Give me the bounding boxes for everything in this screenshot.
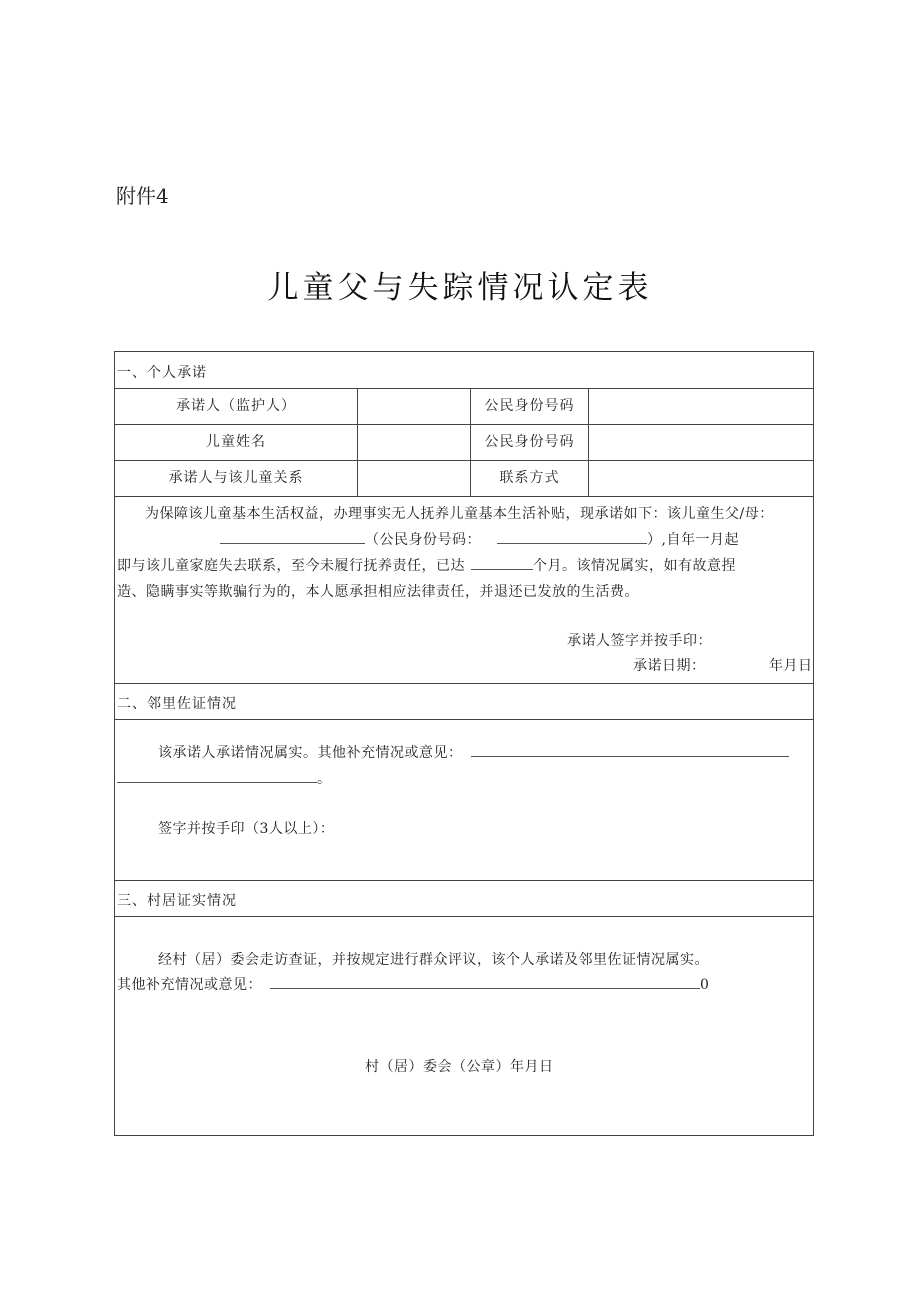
neighbor-text-end: 。 (317, 771, 332, 787)
pledge-line-3 (117, 555, 736, 575)
months-blank[interactable] (471, 557, 533, 570)
pledge-line-2-end: ）,自年一月起 (647, 532, 739, 548)
pledge-date-label: 承诺日期： (633, 658, 706, 674)
label-child-name: 儿童姓名 (206, 434, 266, 450)
village-opinion-label: 其他补充情况或意见： (117, 977, 262, 993)
divider (115, 719, 813, 720)
village-opinion-line (117, 974, 709, 994)
divider (115, 880, 813, 881)
neighbor-text (158, 742, 789, 762)
divider (115, 683, 813, 684)
label-child-id: 公民身份号码 (484, 434, 575, 450)
assessment-form (114, 351, 814, 1136)
village-opinion-blank[interactable] (270, 976, 700, 989)
section2-heading: 二、邻里佐证情况 (117, 696, 237, 712)
pledge-line-3b: 个月。该情况属实，如有故意捏 (533, 558, 736, 574)
section1-heading: 一、个人承诺 (117, 365, 207, 381)
pledge-line-1: 为保障该儿童基本生活权益，办理事实无人抚养儿童基本生活补贴，现承诺如下：该儿童生父/母： (145, 506, 774, 522)
pledge-id-label: （公民身份号码： (365, 532, 481, 548)
section3-heading: 三、村居证实情况 (117, 893, 237, 909)
pledge-date-value: 年月日 (769, 658, 813, 674)
child-name-field[interactable] (358, 425, 470, 460)
form-title: 儿童父与失踪情况认定表 (267, 270, 653, 306)
label-contact: 联系方式 (499, 470, 560, 486)
relationship-field[interactable] (358, 461, 470, 496)
neighbor-sign-label: 签字并按手印（3人以上）： (158, 821, 335, 837)
guardian-id-field[interactable] (589, 389, 813, 424)
neighbor-opinion-blank[interactable] (471, 744, 789, 757)
village-seal-line: 村（居）委会（公章）年月日 (365, 1059, 554, 1075)
attachment-label: 附件4 (116, 184, 169, 208)
village-verify-text: 经村（居）委会走访查证，并按规定进行群众评议，该个人承诺及邻里佐证情况属实。 (158, 952, 709, 968)
pledge-line-2 (220, 529, 739, 549)
neighbor-opinion-blank-2[interactable] (117, 770, 317, 783)
divider (115, 496, 813, 497)
pledger-sign-label: 承诺人签字并按手印： (567, 633, 712, 649)
label-guardian: 承诺人（监护人） (176, 398, 296, 414)
divider (115, 916, 813, 917)
label-guardian-id: 公民身份号码 (484, 398, 575, 414)
parent-name-blank[interactable] (220, 531, 365, 544)
pledge-line-3a: 即与该儿童家庭失去联系，至今未履行抚养责任，已达 (117, 558, 465, 574)
pledge-line-4: 造、隐瞒事实等欺骗行为的，本人愿承担相应法律责任，并退还已发放的生活费。 (117, 584, 639, 600)
neighbor-text-line-2 (117, 768, 332, 788)
village-opinion-end: 0 (700, 977, 710, 993)
neighbor-statement: 该承诺人承诺情况属实。其他补充情况或意见： (158, 745, 463, 761)
label-relationship: 承诺人与该儿童关系 (168, 470, 304, 486)
contact-field[interactable] (589, 461, 813, 496)
parent-id-blank[interactable] (497, 531, 647, 544)
guardian-name-field[interactable] (358, 389, 470, 424)
child-id-field[interactable] (589, 425, 813, 460)
